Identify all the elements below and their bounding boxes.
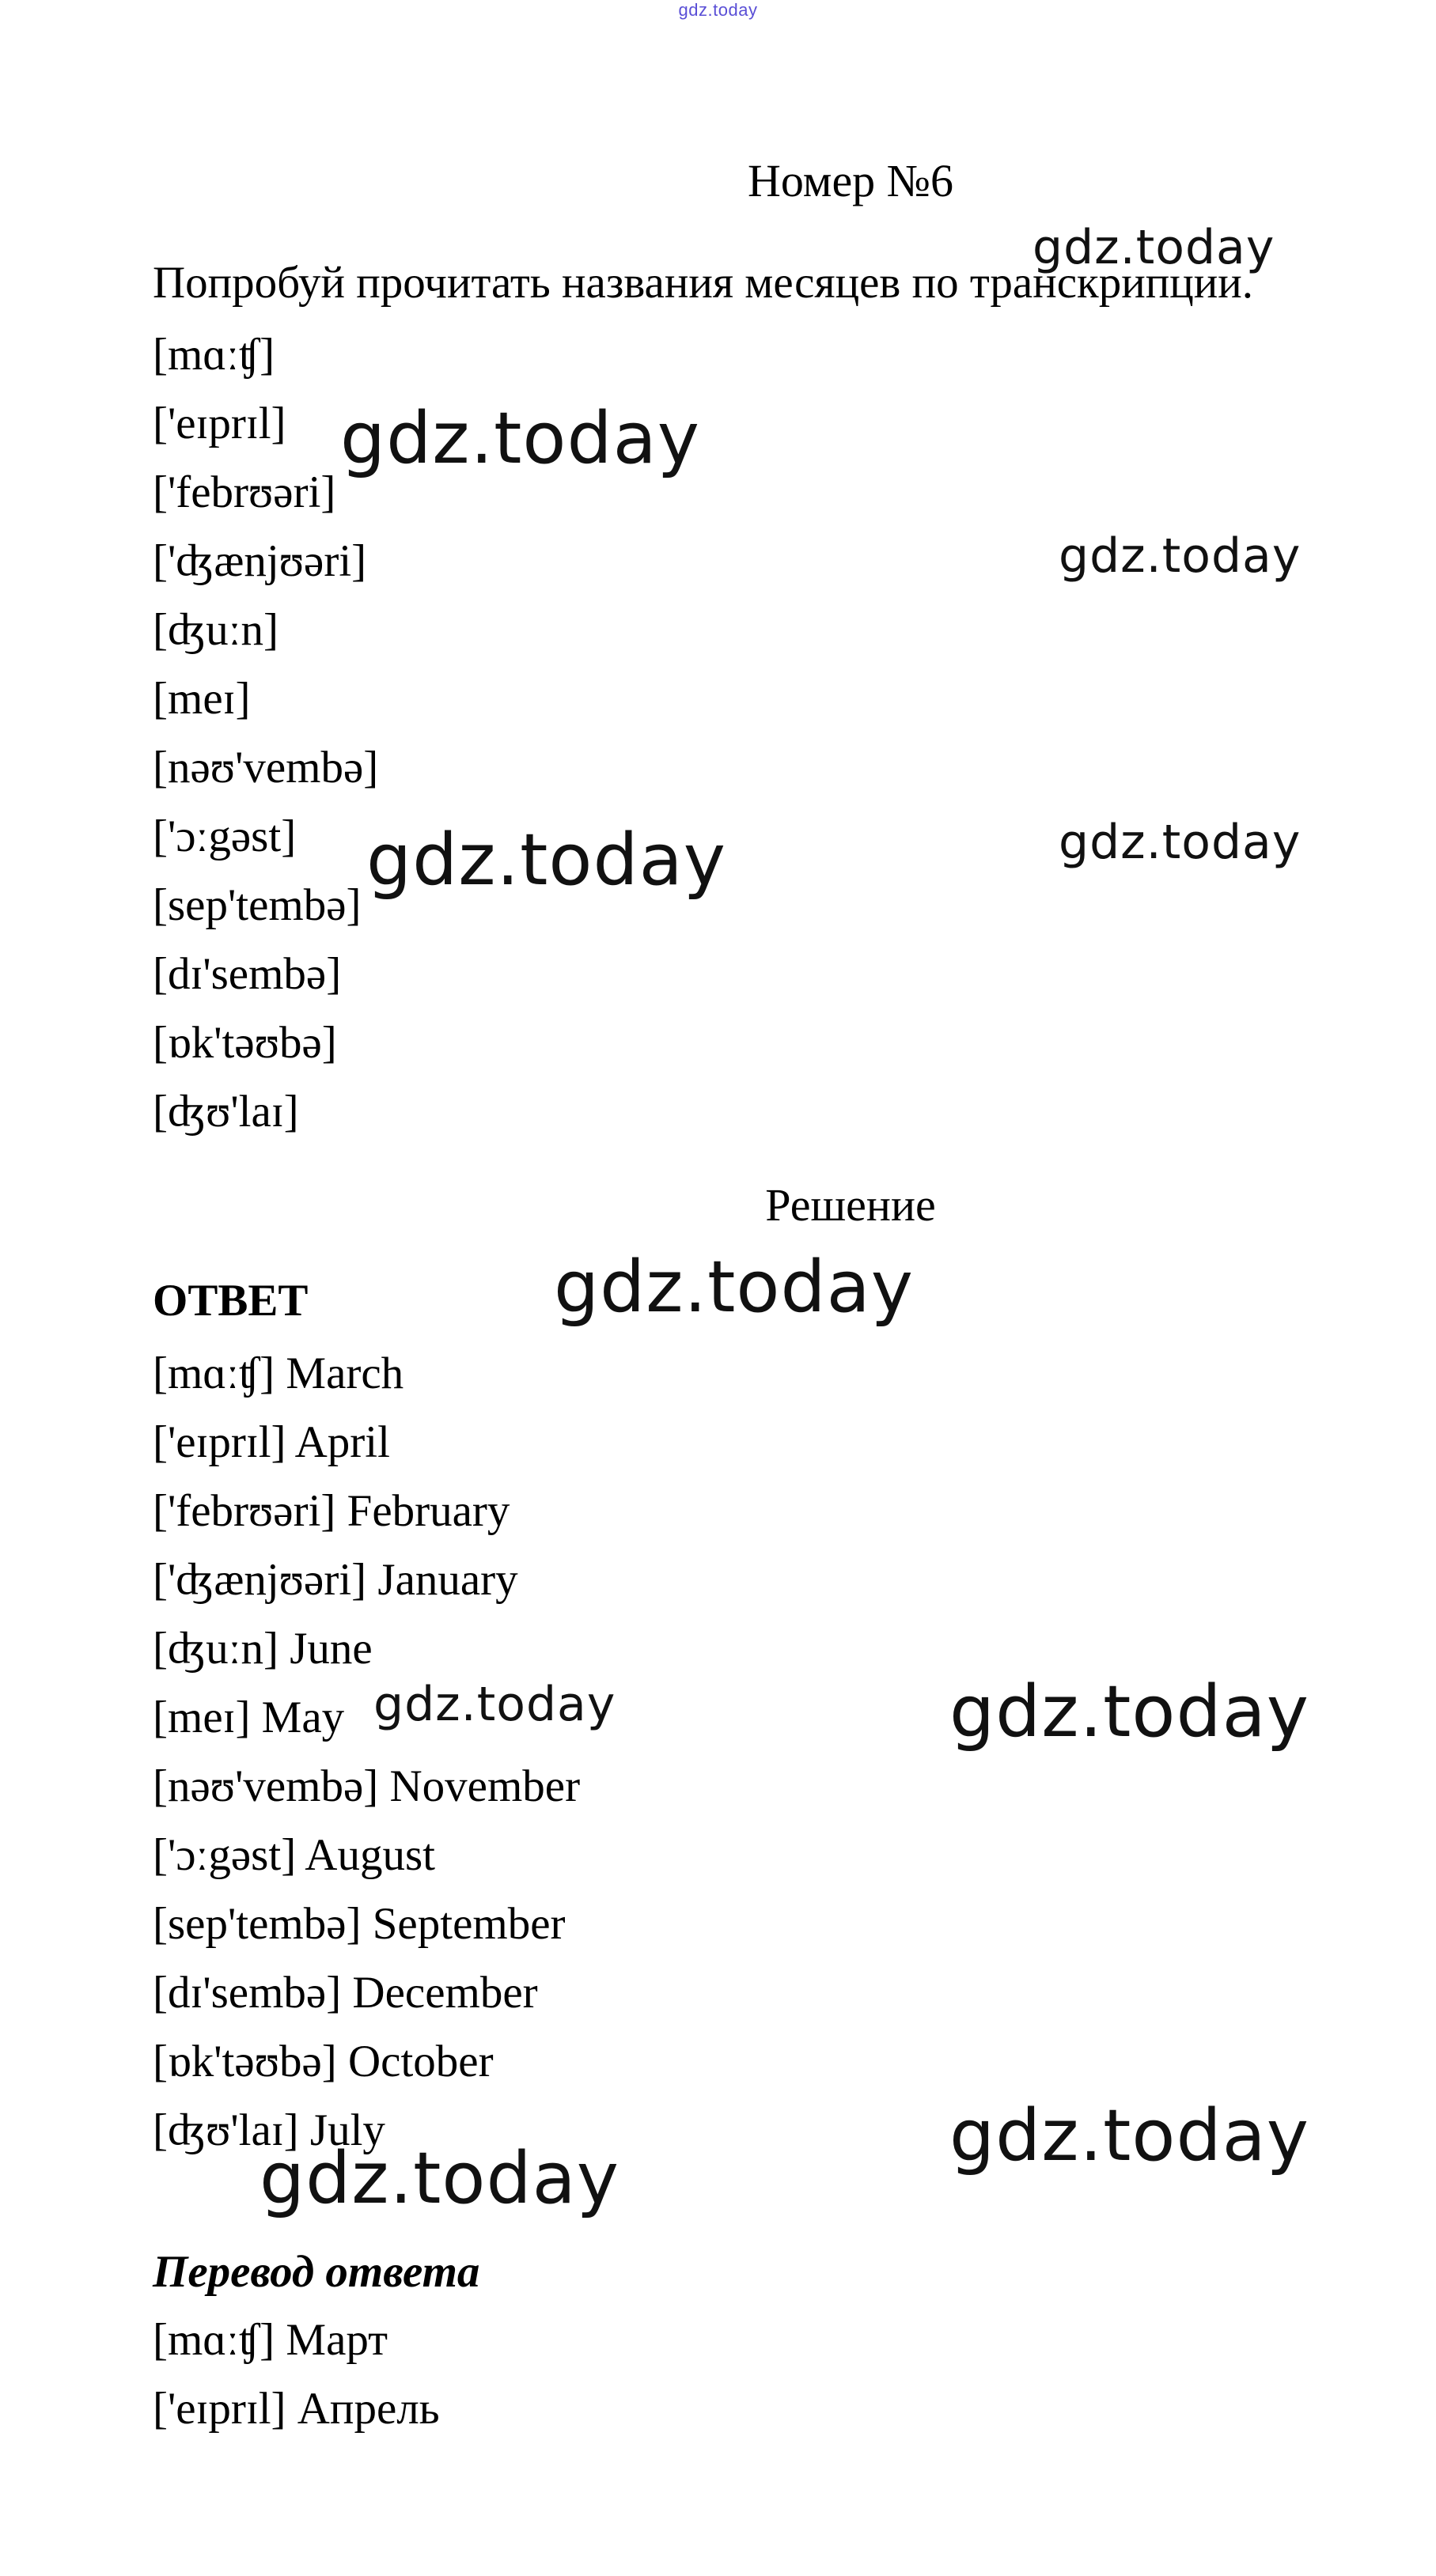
list-item: ['eɪprɪl] April [153,1417,390,1467]
list-item: ['eɪprɪl] Апрель [153,2384,440,2434]
answer-title: ОТВЕТ [153,1276,309,1326]
list-item: ['ɔːgəst] [153,811,297,861]
task-text: Попробуй прочитать названия месяцев по транскрипции. [153,258,1253,308]
list-item: [mɑːʧ] Март [153,2315,388,2365]
list-item: [mɑːʧ] [153,330,275,380]
solution-title: Решение [765,1179,936,1231]
page-title: Номер №6 [747,155,954,206]
list-item: [mɑːʧ] March [153,1349,404,1398]
list-item: [ɒk'təʊbə] [153,1018,337,1068]
watermark: gdz.today [949,2094,1310,2177]
list-item: [dɪ'sembə] December [153,1968,538,2018]
watermark: gdz.today [949,1670,1310,1753]
list-item: ['ʤænjʊəri] [153,536,367,586]
list-item: [sep'tembə] [153,880,362,930]
watermark: gdz.today [373,1677,616,1732]
list-item: [nəʊ'vembə] [153,743,379,792]
list-item: [meɪ] [153,674,251,724]
translation-title: Перевод ответа [153,2247,480,2297]
list-item: [nəʊ'vembə] November [153,1761,581,1811]
list-item: [ʤuːn] [153,605,278,655]
list-item: [ɒk'təʊbə] October [153,2037,494,2086]
list-item: [meɪ] May [153,1693,345,1742]
list-item: ['febrʊəri] [153,467,336,517]
list-item: [sep'tembə] September [153,1899,566,1949]
watermark: gdz.today [554,1246,915,1329]
list-item: [ʤʊ'laɪ] [153,1087,299,1137]
list-item: ['ɔːgəst] August [153,1830,435,1880]
header-watermark: gdz.today [678,0,758,20]
watermark: gdz.today [1059,528,1301,584]
watermark: gdz.today [1059,815,1301,870]
watermark: gdz.today [340,397,701,480]
watermark: gdz.today [1032,220,1275,275]
list-item: [ʤuːn] June [153,1624,373,1674]
list-item: [ʤʊ'laɪ] July [153,2105,385,2155]
list-item: ['eɪprɪl] [153,399,286,448]
list-item: ['febrʊəri] February [153,1486,510,1536]
watermark: gdz.today [260,2137,620,2220]
list-item: [dɪ'sembə] [153,949,342,999]
watermark: gdz.today [366,819,727,902]
list-item: ['ʤænjʊəri] January [153,1555,518,1605]
